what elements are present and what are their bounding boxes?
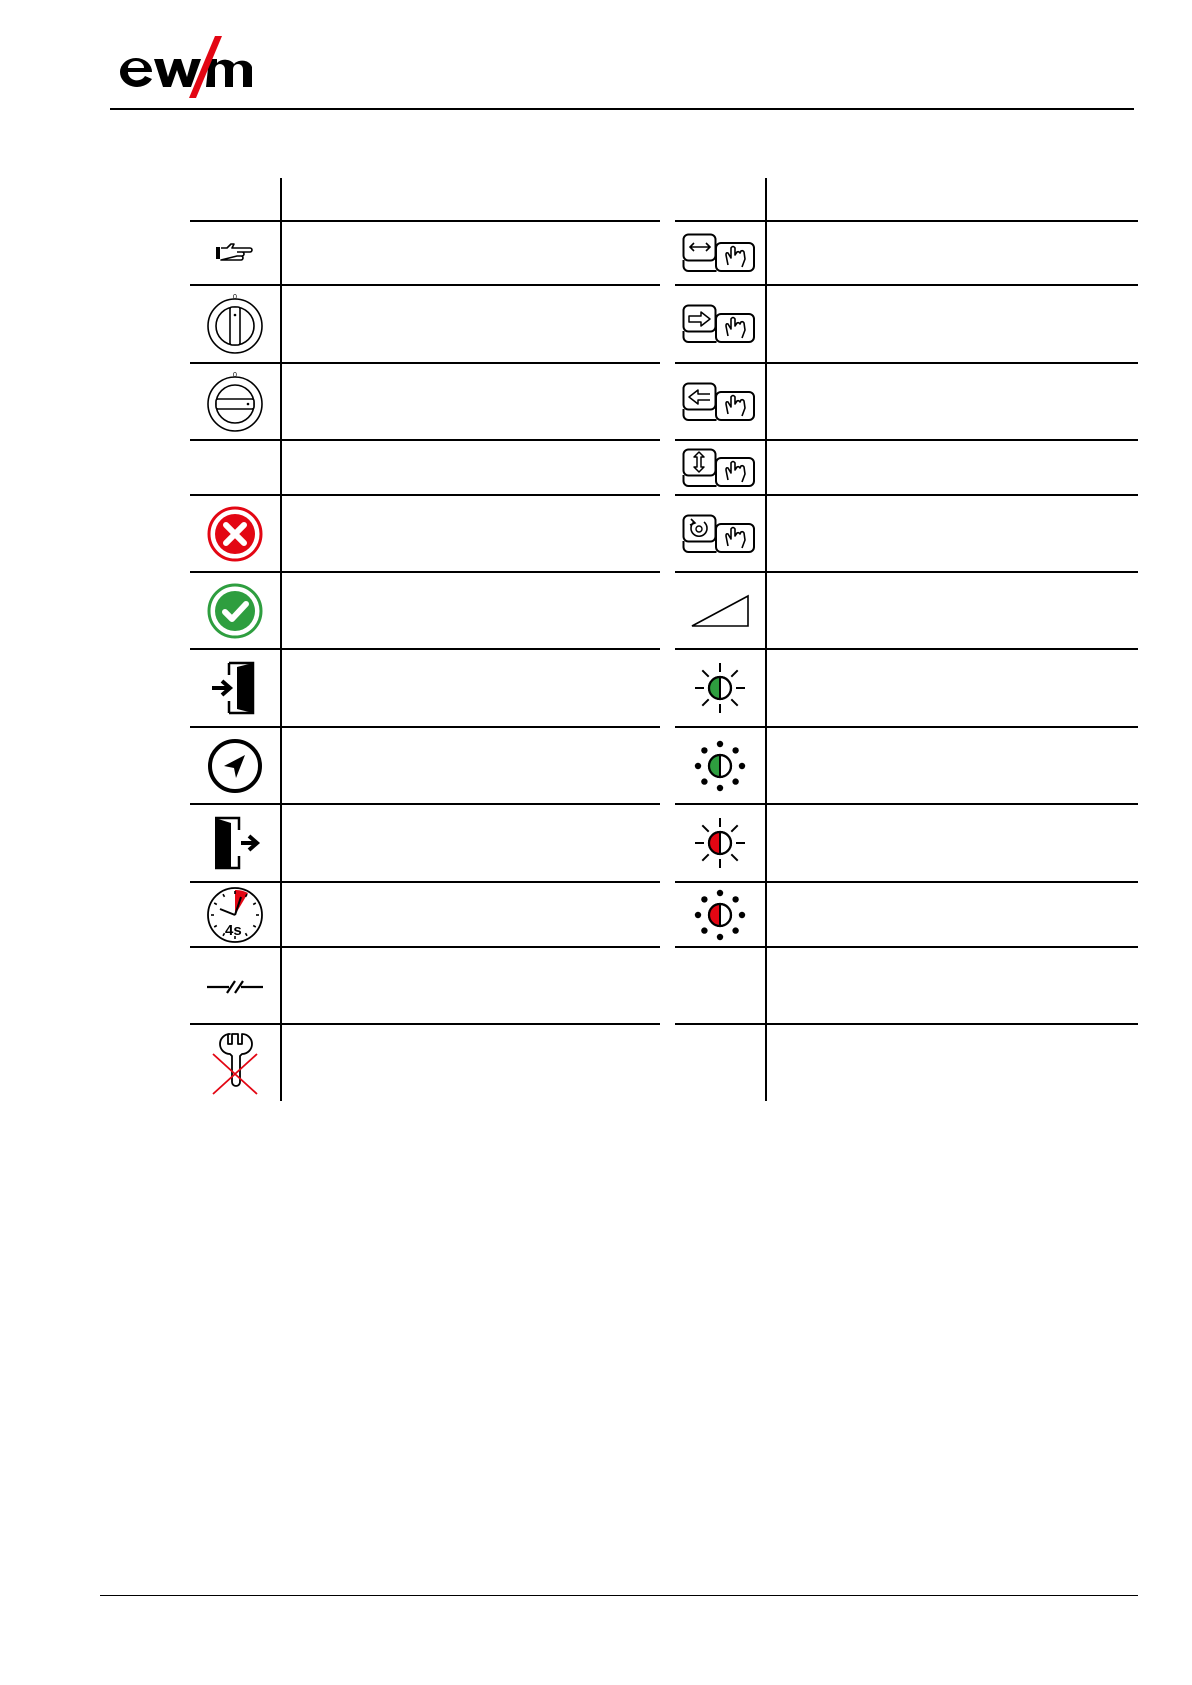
interrupted-line-icon [190, 948, 280, 1023]
footer-rule [100, 1595, 1138, 1596]
main-switch-vertical-icon [190, 286, 280, 362]
press-arrow-updown-icon [675, 441, 765, 494]
main-switch-horizontal-icon [190, 364, 280, 439]
press-arrow-left-icon [675, 364, 765, 439]
led-red-on-icon [675, 805, 765, 881]
header-rule [110, 108, 1134, 110]
svg-text:0: 0 [233, 371, 237, 379]
ewm-logo [118, 30, 278, 100]
press-rotate-icon [675, 496, 765, 571]
press-toggle-arrows-icon [675, 222, 765, 284]
door-enter-icon [190, 650, 280, 726]
navigate-circle-icon [190, 728, 280, 803]
door-exit-icon [190, 805, 280, 881]
svg-text:4s: 4s [225, 921, 242, 939]
right-column-divider [765, 178, 767, 1101]
led-green-flashing-icon [675, 728, 765, 803]
press-arrow-right-icon [675, 286, 765, 362]
led-green-on-icon [675, 650, 765, 726]
right-empty-icon-cell [675, 948, 765, 1023]
cross-circle-icon [190, 496, 280, 571]
pointing-hand-icon [190, 222, 280, 284]
timer-4s-icon [190, 883, 280, 946]
left-empty-icon-cell [190, 441, 280, 494]
ramp-triangle-icon [675, 573, 765, 648]
left-column-divider [280, 178, 282, 1101]
symbol-table [190, 178, 1138, 1101]
right-empty-icon-cell [675, 1025, 765, 1101]
led-red-flashing-icon [675, 883, 765, 946]
check-circle-icon [190, 573, 280, 648]
svg-text:0: 0 [233, 294, 237, 301]
wrench-crossed-icon [190, 1025, 280, 1101]
symbol-grid [190, 178, 1138, 1101]
